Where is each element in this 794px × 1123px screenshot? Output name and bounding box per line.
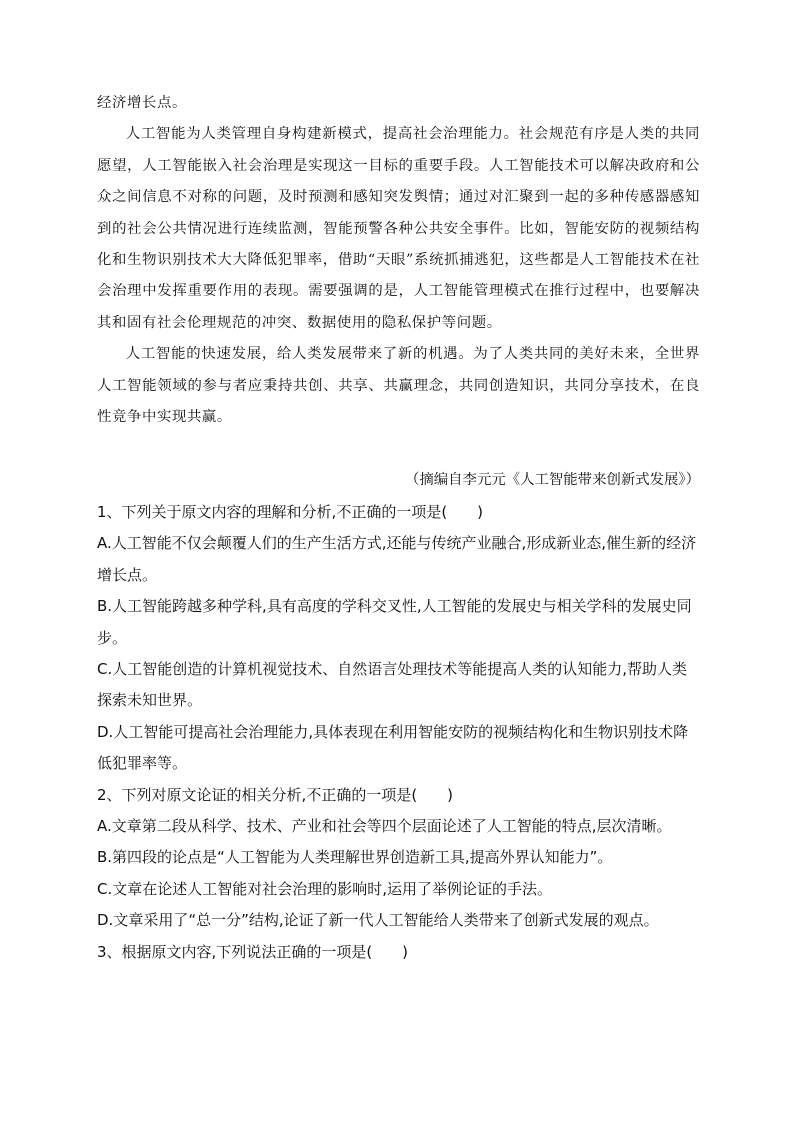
passage-paragraph-tail: 经济增长点。	[97, 95, 187, 111]
questions-section	[97, 497, 700, 968]
passage-paragraph-conclusion: 人工智能的快速发展，给人类发展带来了新的机遇。为了人类共同的美好未来，全世界人工智能领域的参与者应秉持共创、共享、共赢理念，共同创造知识，共同分享技术，在良性竞争中实现共赢。	[97, 346, 700, 426]
question-1-stem: 1、下列关于原文内容的理解和分析,不正确的一项是( )	[97, 503, 484, 521]
question-2-option-b: B.第四段的论点是“人工智能为人类理解世界创造新工具,提高外界认知能力”。	[97, 848, 613, 867]
reading-passage	[97, 88, 700, 433]
question-2-option-c: C.文章在论述人工智能对社会治理的影响时,运用了举例论证的手法。	[97, 879, 553, 898]
passage-source: （摘编自李元元《人工智能带来创新式发展》）	[404, 472, 700, 488]
question-2-option-d: D.文章采用了“总一分”结构,论证了新一代人工智能给人类带来了创新式发展的观点。	[97, 911, 659, 930]
passage-paragraph-social-governance: 人工智能为人类管理自身构建新模式，提高社会治理能力。社会规范有序是人类的共同愿望，人工智能嵌入社会治理是实现这一目标的重要手段。人工智能技术可以解决政府和公众之间信息不对称的问题，及时预测和感知突发舆情；通过对汇聚到一起的多种传感器感知到的社会公共情况进行连续监测，智能预警各种公共安全事件。比如，智能安防的视频结构化和生物识别技术大大降低犯罪率，借助“天眼”系统抓捕逃犯，这些都是人工智能技术在社会治理中发挥重要作用的表现。需要强调的是，人工智能管理模式在推行过程中，也要解决其和固有社会伦理规范的冲突、数据使用的隐私保护等问题。	[97, 126, 700, 331]
question-2-option-a: A.文章第二段从科学、技术、产业和社会等四个层面论述了人工智能的特点,层次清晰。	[97, 817, 672, 836]
question-2-stem: 2、下列对原文论证的相关分析,不正确的一项是( )	[97, 785, 454, 804]
question-1-option-b: B.人工智能跨越多种学科,具有高度的学科交叉性,人工智能的发展史与相关学科的发展史同步。	[97, 597, 692, 647]
question-1-option-c: C.人工智能创造的计算机视觉技术、自然语言处理技术等能提高人类的认知能力,帮助人类探索未知世界。	[97, 660, 688, 710]
question-3-stem: 3、根据原文内容,下列说法正确的一项是( )	[97, 942, 409, 961]
question-1-option-a: A.人工智能不仅会颠覆人们的生产生活方式,还能与传统产业融合,形成新业态,催生新的经济增长点。	[97, 534, 697, 584]
question-1-option-d: D.人工智能可提高社会治理能力,具体表现在利用智能安防的视频结构化和生物识别技术降低犯罪率等。	[97, 722, 689, 773]
